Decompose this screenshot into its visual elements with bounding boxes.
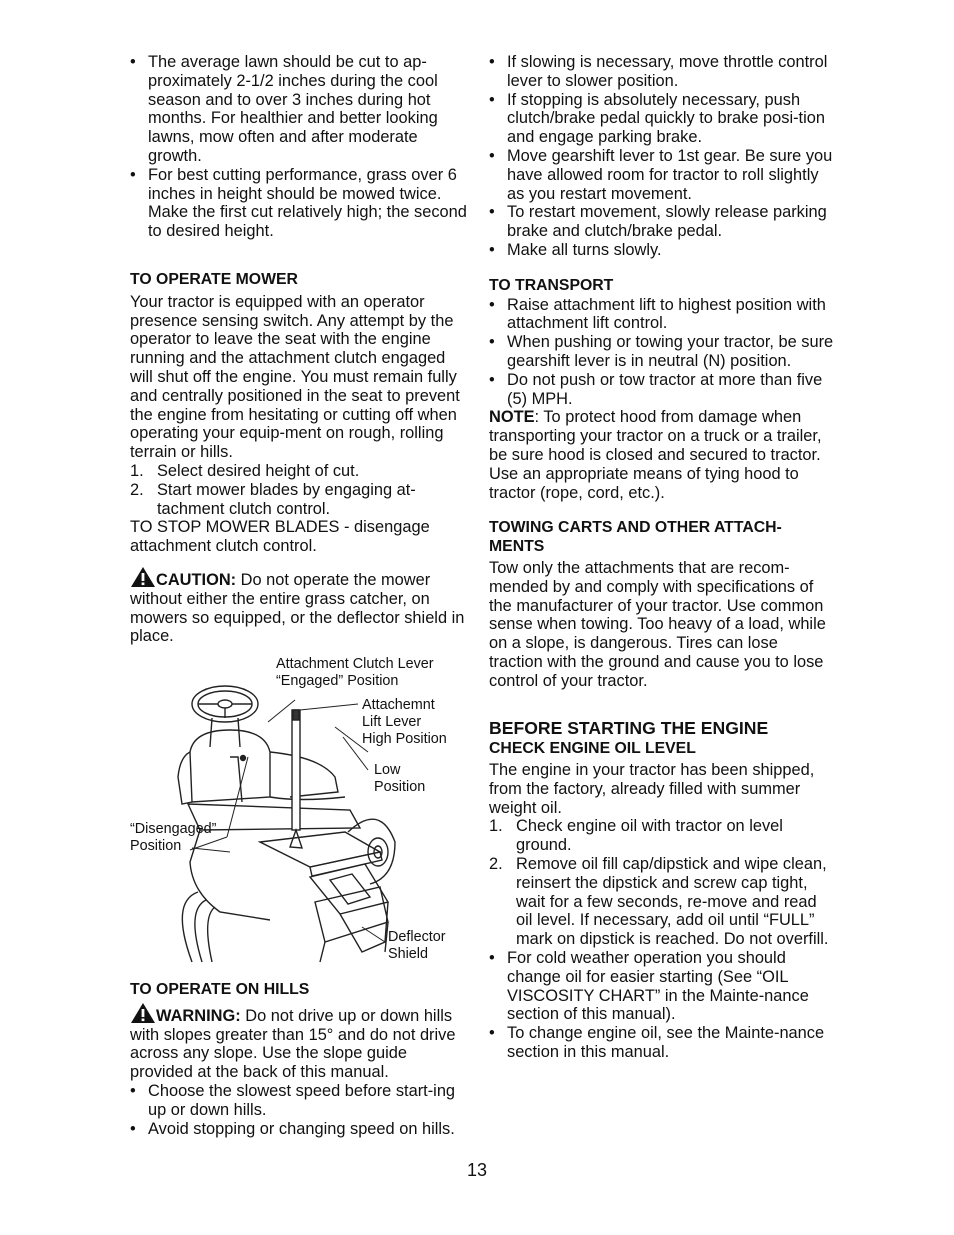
step-text: Start mower blades by engaging at-tachment clutch control. — [157, 480, 416, 518]
section-heading-operate-on-hills: TO OPERATE ON HILLS — [130, 981, 310, 998]
list-item: • Choose the slowest speed before start-ing up or down hills. — [130, 1082, 470, 1120]
hill-driving-list — [489, 53, 834, 260]
step-number: 1. — [489, 817, 503, 836]
hills-bullets-list — [130, 1082, 470, 1138]
subheading-check-oil: CHECK ENGINE OIL LEVEL — [489, 740, 696, 758]
step-text: Check engine oil with tractor on level ground. — [516, 817, 783, 855]
label-low-line2: Position — [374, 779, 426, 795]
list-item: • Avoid stopping or changing speed on hills. — [130, 1120, 470, 1139]
step-number: 1. — [130, 461, 144, 480]
page-number: 13 — [466, 1160, 488, 1180]
note-text: : To protect hood from damage when transporting your tractor on a truck or a trailer, be sure hood is closed and secured to tractor. Use an appropriate means of tying hood to tractor (rope, cord, etc.). — [489, 408, 822, 502]
list-item: • The average lawn should be cut to ap-proximately 2-1/2 inches during the cool season and to over 3 inches during hot months. For healthier and better looking lawns, mow often and after moderate growth. — [130, 53, 470, 166]
mower-steps-list — [130, 462, 470, 518]
label-engaged-position: “Engaged” Position — [276, 673, 399, 689]
label-attachment-clutch-lever: Attachment Clutch Lever — [276, 656, 434, 672]
hills-section — [130, 981, 470, 1138]
label-lift-lever-line2: Lift Lever — [362, 714, 422, 730]
caution-label: CAUTION: — [156, 570, 237, 589]
list-item: • For best cutting performance, grass over 6 inches in height should be mowed twice. Make the first cut relatively high; the second to desired height. — [130, 166, 470, 241]
list-item: • To change engine oil, see the Mainte-nance section in this manual. — [489, 1024, 834, 1062]
section-heading-before-starting: BEFORE STARTING THE ENGINE — [489, 717, 769, 738]
caution-paragraph — [130, 566, 470, 646]
transport-list — [489, 296, 834, 409]
towing-body: Tow only the attachments that are recom-mended by and comply with specifications of the manufacturer of your tractor. Use common sense when towing. Too heavy of a load, while on a slope, is dangerous. Tires can lose traction with the ground and cause you to lose control of your tractor. — [489, 558, 826, 690]
list-item: • Move gearshift lever to 1st gear. Be sure you have allowed room for tractor to roll slightly as you restart movement. — [489, 147, 834, 203]
list-item: • Do not push or tow tractor at more than five (5) MPH. — [489, 371, 834, 409]
label-high-position: High Position — [362, 731, 447, 747]
lawn-tips-list — [130, 53, 470, 241]
list-item: • If slowing is necessary, move throttle control lever to slower position. — [489, 53, 834, 91]
step-text: Select desired height of cut. — [157, 461, 360, 480]
section-heading-transport: TO TRANSPORT — [489, 276, 614, 294]
check-oil-body: The engine in your tractor has been shipped, from the factory, already filled with summer weight oil. — [489, 761, 815, 817]
warning-text: Do not drive up or down hills with slopes greater than 15° and do not drive across any slope. Use the slope guide provided at the back of this manual. — [130, 1006, 456, 1082]
list-item: • When pushing or towing your tractor, be sure gearshift lever is in neutral (N) position. — [489, 333, 834, 371]
warning-label: WARNING: — [156, 1006, 241, 1025]
list-item — [489, 855, 834, 949]
section-heading-operate-mower: TO OPERATE MOWER — [130, 270, 298, 288]
warning-triangle-icon — [130, 1002, 156, 1024]
note-label: NOTE — [489, 408, 535, 427]
step-text: Remove oil fill cap/dipstick and wipe clean, reinsert the dipstick and screw cap tight, wait for a few seconds, re-move and read oil level. If necessary, add oil until “FULL” mark on dipstick is reached. Do not overfill. — [516, 855, 829, 949]
caution-text: Do not operate the mower without either the entire grass catcher, on mowers so equipped, or the deflector shield in place. — [130, 570, 465, 646]
stop-mower-blades-text: TO STOP MOWER BLADES - disengage attachment clutch control. — [130, 518, 430, 556]
left-column — [130, 53, 470, 646]
label-lift-lever-line1: Attachemnt — [362, 697, 435, 713]
mower-controls-illustration — [130, 652, 460, 967]
list-item — [130, 462, 470, 481]
label-disengaged-line2: Position — [130, 838, 182, 854]
label-deflector-line1: Deflector — [388, 929, 446, 945]
list-item: • For cold weather operation you should change oil for easier starting (See “OIL VISCOSITY CHART” in the Mainte-nance section of this manual). — [489, 949, 834, 1024]
list-item: • If stopping is absolutely necessary, push clutch/brake pedal quickly to brake posi-tion and engage parking brake. — [489, 91, 834, 147]
operate-mower-body: Your tractor is equipped with an operator presence sensing switch. Any attempt by the operator to leave the seat with the engine running and the attachment clutch engaged will shut off the engine. You must remain fully and centrally positioned in the seat to prevent the engine from hesitating or cutting off when operating your equip-ment on rough, rolling terrain or hills. — [130, 292, 460, 462]
transport-note — [489, 408, 834, 502]
label-deflector-line2: Shield — [388, 946, 429, 962]
list-item: • Make all turns slowly. — [489, 241, 834, 260]
check-oil-steps — [489, 817, 834, 949]
step-number: 2. — [489, 855, 503, 874]
label-low-line1: Low — [374, 762, 401, 778]
list-item — [489, 817, 834, 855]
list-item: • Raise attachment lift to highest position with attachment lift control. — [489, 296, 834, 334]
warning-triangle-icon — [130, 566, 156, 588]
list-item: • To restart movement, slowly release parking brake and clutch/brake pedal. — [489, 203, 834, 241]
oil-bullets-list — [489, 949, 834, 1062]
section-heading-towing: TOWING CARTS AND OTHER ATTACH-MENTS — [489, 519, 782, 556]
right-column — [489, 53, 834, 1062]
list-item — [130, 481, 470, 519]
label-disengaged-line1: “Disengaged” — [130, 821, 217, 837]
warning-paragraph — [130, 1002, 470, 1082]
step-number: 2. — [130, 480, 144, 499]
